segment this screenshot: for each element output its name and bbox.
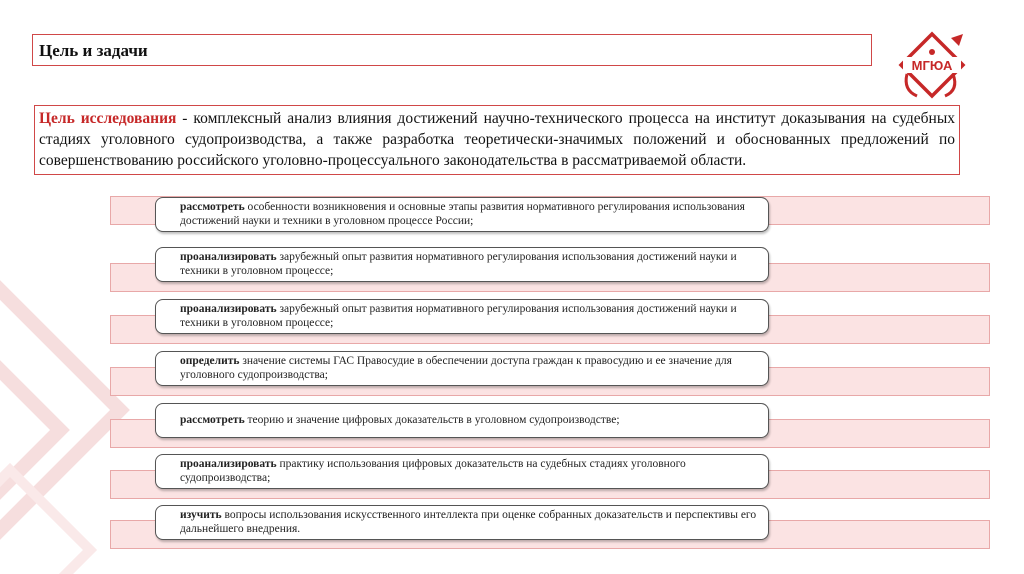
task-item (155, 197, 769, 232)
task-text: теорию и значение цифровых доказательств в уголовном судопроизводстве; (244, 414, 620, 426)
research-goal-label: Цель исследования (39, 110, 177, 127)
task-text: значение системы ГАС Правосудие в обеспечении доступа граждан к правосудию и ее значение для уголовного судопроизводства; (180, 355, 732, 381)
page-title (32, 34, 872, 66)
task-text: зарубежный опыт развития нормативного регулирования использования достижений науки и техники в уголовном процессе; (180, 251, 737, 277)
mgua-logo (893, 30, 971, 104)
page-title-text: Цель и задачи (39, 41, 148, 60)
task-text: зарубежный опыт развития нормативного регулирования использования достижений науки и техники в уголовном процессе; (180, 303, 737, 329)
task-item (155, 505, 769, 540)
task-item (155, 454, 769, 489)
task-verb: проанализировать (180, 251, 277, 263)
task-verb: рассмотреть (180, 201, 245, 213)
research-goal-text: - комплексный анализ влияния достижений научно-технического процесса на институт доказывания на судебных стадиях уголовного судопроизводства, а также разработка теоретически-значимых положений и обоснованных предложений по совершенствованию российского уголовно-процессуального законодательства в рассматриваемой области. (39, 110, 955, 169)
task-verb: изучить (180, 509, 222, 521)
logo-text: МГЮА (911, 58, 953, 73)
task-verb: проанализировать (180, 458, 277, 470)
task-item (155, 403, 769, 438)
task-item (155, 351, 769, 386)
task-verb: проанализировать (180, 303, 277, 315)
task-item (155, 299, 769, 334)
task-verb: определить (180, 355, 240, 367)
research-goal (34, 105, 960, 175)
task-text: особенности возникновения и основные этапы развития нормативного регулирования использования достижений науки и техники в уголовном процессе России; (180, 201, 745, 227)
task-text: практику использования цифровых доказательств на судебных стадиях уголовного судопроизводства; (180, 458, 686, 484)
task-item (155, 247, 769, 282)
task-text: вопросы использования искусственного интеллекта при оценке собранных доказательств и перспективы его дальнейшего внедрения. (180, 509, 757, 535)
task-verb: рассмотреть (180, 414, 245, 426)
